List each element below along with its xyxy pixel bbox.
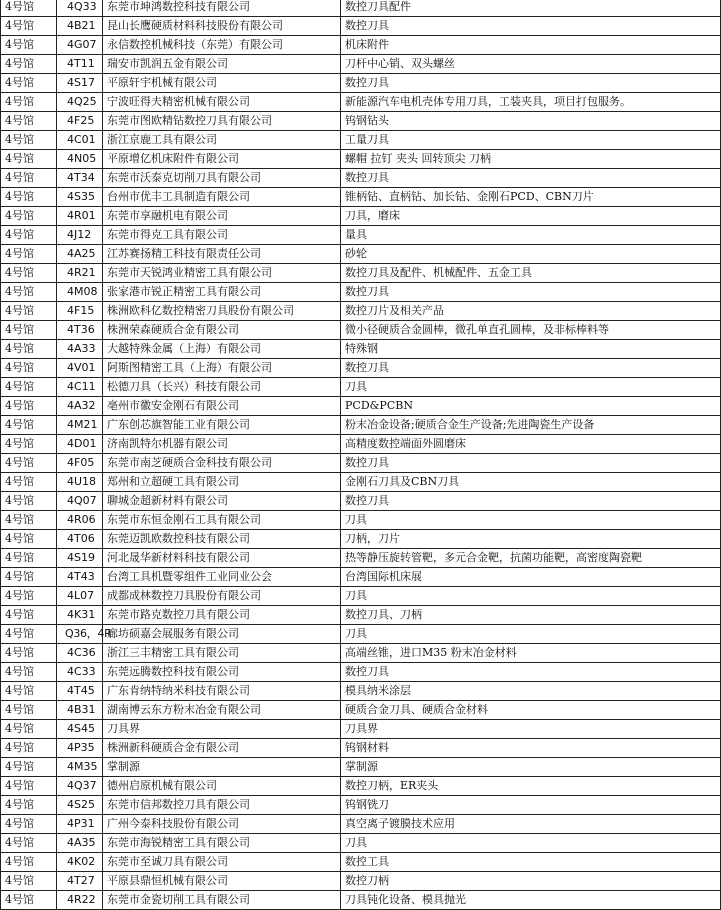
table-row bbox=[1, 796, 721, 815]
table-row bbox=[1, 55, 721, 74]
table-row bbox=[1, 416, 721, 435]
booth-cell: 4V01 bbox=[57, 359, 103, 378]
table-row bbox=[1, 872, 721, 891]
booth-cell: 4A35 bbox=[57, 834, 103, 853]
products-cell: 锥柄钻、直柄钻、加长钻、金刚石PCD、CBN刀片 bbox=[341, 188, 721, 207]
company-cell: 宁波旺得夫精密机械有限公司 bbox=[103, 93, 341, 112]
table-row bbox=[1, 834, 721, 853]
products-cell: 刀具 bbox=[341, 587, 721, 606]
products-cell: 数控刀具 bbox=[341, 283, 721, 302]
booth-cell: 4K31 bbox=[57, 606, 103, 625]
table-row bbox=[1, 853, 721, 872]
table-row bbox=[1, 188, 721, 207]
products-cell: 数控刀柄 bbox=[341, 872, 721, 891]
booth-cell: 4S45 bbox=[57, 720, 103, 739]
booth-cell: 4R06 bbox=[57, 511, 103, 530]
products-cell: 数控刀具 bbox=[341, 74, 721, 93]
booth-cell: 4B21 bbox=[57, 17, 103, 36]
company-cell: 松德刀具（长兴）科技有限公司 bbox=[103, 378, 341, 397]
table-row bbox=[1, 549, 721, 568]
hall-cell: 4号馆 bbox=[1, 0, 57, 17]
booth-cell: 4T34 bbox=[57, 169, 103, 188]
products-cell: 数控刀片及相关产品 bbox=[341, 302, 721, 321]
hall-cell: 4号馆 bbox=[1, 473, 57, 492]
company-cell: 东莞市东恒金刚石工具有限公司 bbox=[103, 511, 341, 530]
hall-cell: 4号馆 bbox=[1, 739, 57, 758]
company-cell: 河北晟华新材料科技有限公司 bbox=[103, 549, 341, 568]
products-cell: 数控刀具、刀柄 bbox=[341, 606, 721, 625]
products-cell: 钨钢钻头 bbox=[341, 112, 721, 131]
hall-cell: 4号馆 bbox=[1, 511, 57, 530]
products-cell: 新能源汽车电机壳体专用刀具，工装夹具，项目打包服务。 bbox=[341, 93, 721, 112]
company-cell: 刀具界 bbox=[103, 720, 341, 739]
booth-cell: 4R22 bbox=[57, 891, 103, 910]
booth-cell: 4K02 bbox=[57, 853, 103, 872]
booth-cell: 4A32 bbox=[57, 397, 103, 416]
table-row bbox=[1, 245, 721, 264]
hall-cell: 4号馆 bbox=[1, 169, 57, 188]
company-cell: 株洲新科硬质合金有限公司 bbox=[103, 739, 341, 758]
booth-cell: 4C11 bbox=[57, 378, 103, 397]
hall-cell: 4号馆 bbox=[1, 663, 57, 682]
table-row bbox=[1, 397, 721, 416]
hall-cell: 4号馆 bbox=[1, 74, 57, 93]
booth-cell: 4C36 bbox=[57, 644, 103, 663]
company-cell: 平原县鼎恒机械有限公司 bbox=[103, 872, 341, 891]
company-cell: 大越特殊金属（上海）有限公司 bbox=[103, 340, 341, 359]
booth-cell: 4M35 bbox=[57, 758, 103, 777]
products-cell: 硬质合金刀具、硬质合金材料 bbox=[341, 701, 721, 720]
company-cell: 郑州和立超硬工具有限公司 bbox=[103, 473, 341, 492]
company-cell: 广东肯纳特纳米科技有限公司 bbox=[103, 682, 341, 701]
company-cell: 东莞市沃泰克切削刀具有限公司 bbox=[103, 169, 341, 188]
company-cell: 德州启原机械有限公司 bbox=[103, 777, 341, 796]
table-row bbox=[1, 321, 721, 340]
company-cell: 亳州市徽安金刚石有限公司 bbox=[103, 397, 341, 416]
table-row bbox=[1, 93, 721, 112]
products-cell: 钨钢材料 bbox=[341, 739, 721, 758]
hall-cell: 4号馆 bbox=[1, 188, 57, 207]
hall-cell: 4号馆 bbox=[1, 853, 57, 872]
table-row bbox=[1, 454, 721, 473]
booth-cell: 4N05 bbox=[57, 150, 103, 169]
company-cell: 湖南博云东方粉末冶金有限公司 bbox=[103, 701, 341, 720]
products-cell: 数控刀具及配件、机械配件、五金工具 bbox=[341, 264, 721, 283]
hall-cell: 4号馆 bbox=[1, 834, 57, 853]
hall-cell: 4号馆 bbox=[1, 587, 57, 606]
booth-cell: 4M21 bbox=[57, 416, 103, 435]
company-cell: 东莞市路克数控刀具有限公司 bbox=[103, 606, 341, 625]
booth-cell: 4T36 bbox=[57, 321, 103, 340]
booth-cell: 4T43 bbox=[57, 568, 103, 587]
hall-cell: 4号馆 bbox=[1, 796, 57, 815]
products-cell: 高端丝锥，进口M35 粉末冶金材料 bbox=[341, 644, 721, 663]
company-cell: 济南凯特尔机器有限公司 bbox=[103, 435, 341, 454]
booth-cell: 4P35 bbox=[57, 739, 103, 758]
products-cell: 刀具 bbox=[341, 378, 721, 397]
hall-cell: 4号馆 bbox=[1, 720, 57, 739]
products-cell: 特殊钢 bbox=[341, 340, 721, 359]
booth-cell: 4T27 bbox=[57, 872, 103, 891]
table-row bbox=[1, 112, 721, 131]
table-row bbox=[1, 435, 721, 454]
company-cell: 廊坊硕嘉会展服务有限公司 bbox=[103, 625, 341, 644]
booth-cell: 4G07 bbox=[57, 36, 103, 55]
hall-cell: 4号馆 bbox=[1, 435, 57, 454]
company-cell: 掌制源 bbox=[103, 758, 341, 777]
hall-cell: 4号馆 bbox=[1, 302, 57, 321]
company-cell: 台州市优丰工具制造有限公司 bbox=[103, 188, 341, 207]
company-cell: 成都成林数控刀具股份有限公司 bbox=[103, 587, 341, 606]
products-cell: 数控刀具 bbox=[341, 359, 721, 378]
hall-cell: 4号馆 bbox=[1, 17, 57, 36]
booth-cell: 4T06 bbox=[57, 530, 103, 549]
company-cell: 浙江三丰精密工具有限公司 bbox=[103, 644, 341, 663]
hall-cell: 4号馆 bbox=[1, 891, 57, 910]
hall-cell: 4号馆 bbox=[1, 815, 57, 834]
booth-cell: 4B31 bbox=[57, 701, 103, 720]
hall-cell: 4号馆 bbox=[1, 530, 57, 549]
table-row bbox=[1, 644, 721, 663]
booth-cell: 4C01 bbox=[57, 131, 103, 150]
company-cell: 平原轩宇机械有限公司 bbox=[103, 74, 341, 93]
hall-cell: 4号馆 bbox=[1, 397, 57, 416]
table-row bbox=[1, 511, 721, 530]
table-row bbox=[1, 473, 721, 492]
company-cell: 东莞市至诚刀具有限公司 bbox=[103, 853, 341, 872]
table-row bbox=[1, 131, 721, 150]
table-row bbox=[1, 302, 721, 321]
products-cell: 数控刀具 bbox=[341, 492, 721, 511]
booth-cell: 4J12 bbox=[57, 226, 103, 245]
company-cell: 东莞市天锐鸿业精密工具有限公司 bbox=[103, 264, 341, 283]
table-row bbox=[1, 226, 721, 245]
hall-cell: 4号馆 bbox=[1, 340, 57, 359]
table-row bbox=[1, 606, 721, 625]
products-cell: 刀杆中心销、双头螺丝 bbox=[341, 55, 721, 74]
products-cell: 工量刀具 bbox=[341, 131, 721, 150]
booth-cell: 4S17 bbox=[57, 74, 103, 93]
table-row bbox=[1, 530, 721, 549]
products-cell: 刀具钝化设备、模具抛光 bbox=[341, 891, 721, 910]
company-cell: 平原增亿机床附件有限公司 bbox=[103, 150, 341, 169]
booth-cell: 4F15 bbox=[57, 302, 103, 321]
table-row bbox=[1, 625, 721, 644]
booth-cell: 4Q07 bbox=[57, 492, 103, 511]
hall-cell: 4号馆 bbox=[1, 226, 57, 245]
company-cell: 瑞安市凯润五金有限公司 bbox=[103, 55, 341, 74]
company-cell: 台湾工具机暨零组件工业同业公会 bbox=[103, 568, 341, 587]
table-row bbox=[1, 74, 721, 93]
booth-cell: 4L07 bbox=[57, 587, 103, 606]
table-row bbox=[1, 758, 721, 777]
products-cell: 刀具界 bbox=[341, 720, 721, 739]
products-cell: 刀具，磨床 bbox=[341, 207, 721, 226]
booth-cell: 4S25 bbox=[57, 796, 103, 815]
products-cell: 刀具 bbox=[341, 834, 721, 853]
products-cell: 粉末冶金设备;硬质合金生产设备;先进陶瓷生产设备 bbox=[341, 416, 721, 435]
table-row bbox=[1, 777, 721, 796]
table-row bbox=[1, 739, 721, 758]
booth-cell: 4A33 bbox=[57, 340, 103, 359]
products-cell: 热等静压旋转管靶，多元合金靶，抗菌功能靶，高密度陶瓷靶 bbox=[341, 549, 721, 568]
hall-cell: 4号馆 bbox=[1, 283, 57, 302]
exhibitor-table-body bbox=[1, 0, 721, 910]
table-row bbox=[1, 378, 721, 397]
hall-cell: 4号馆 bbox=[1, 606, 57, 625]
company-cell: 东莞市信邦数控刀具有限公司 bbox=[103, 796, 341, 815]
hall-cell: 4号馆 bbox=[1, 55, 57, 74]
booth-cell: 4R21 bbox=[57, 264, 103, 283]
table-row bbox=[1, 682, 721, 701]
company-cell: 东莞市得克工具有限公司 bbox=[103, 226, 341, 245]
table-row bbox=[1, 150, 721, 169]
booth-cell: 4S35 bbox=[57, 188, 103, 207]
products-cell: 刀具 bbox=[341, 625, 721, 644]
company-cell: 广东创芯旗智能工业有限公司 bbox=[103, 416, 341, 435]
company-cell: 阿斯图精密工具（上海）有限公司 bbox=[103, 359, 341, 378]
hall-cell: 4号馆 bbox=[1, 644, 57, 663]
table-row bbox=[1, 0, 721, 17]
company-cell: 聊城金超新材料有限公司 bbox=[103, 492, 341, 511]
table-row bbox=[1, 568, 721, 587]
products-cell: 螺帽 拉钉 夹头 回转顶尖 刀柄 bbox=[341, 150, 721, 169]
booth-cell: 4A25 bbox=[57, 245, 103, 264]
booth-cell: 4D01 bbox=[57, 435, 103, 454]
booth-cell: 4F25 bbox=[57, 112, 103, 131]
company-cell: 东莞市海锐精密工具有限公司 bbox=[103, 834, 341, 853]
products-cell: 高精度数控端面外圆磨床 bbox=[341, 435, 721, 454]
booth-cell: 4M08 bbox=[57, 283, 103, 302]
hall-cell: 4号馆 bbox=[1, 150, 57, 169]
hall-cell: 4号馆 bbox=[1, 207, 57, 226]
company-cell: 东莞远腾数控科技有限公司 bbox=[103, 663, 341, 682]
hall-cell: 4号馆 bbox=[1, 568, 57, 587]
booth-cell: 4Q33 bbox=[57, 0, 103, 17]
table-row bbox=[1, 359, 721, 378]
company-cell: 东莞市南芝硬质合金科技有限公司 bbox=[103, 454, 341, 473]
products-cell: 数控刀柄，ER夹头 bbox=[341, 777, 721, 796]
hall-cell: 4号馆 bbox=[1, 549, 57, 568]
company-cell: 东莞迈凯欧数控科技有限公司 bbox=[103, 530, 341, 549]
booth-cell: 4P31 bbox=[57, 815, 103, 834]
products-cell: 刀柄，刀片 bbox=[341, 530, 721, 549]
products-cell: 刀具 bbox=[341, 511, 721, 530]
table-row bbox=[1, 264, 721, 283]
company-cell: 张家港市锐正精密工具有限公司 bbox=[103, 283, 341, 302]
booth-cell: 4Q37 bbox=[57, 777, 103, 796]
table-row bbox=[1, 891, 721, 910]
hall-cell: 4号馆 bbox=[1, 93, 57, 112]
table-row bbox=[1, 815, 721, 834]
company-cell: 东莞市金瓷切削工具有限公司 bbox=[103, 891, 341, 910]
products-cell: 数控刀具 bbox=[341, 454, 721, 473]
table-row bbox=[1, 207, 721, 226]
booth-cell: 4C33 bbox=[57, 663, 103, 682]
table-row bbox=[1, 492, 721, 511]
company-cell: 株洲欧科亿数控精密刀具股份有限公司 bbox=[103, 302, 341, 321]
products-cell: 数控工具 bbox=[341, 853, 721, 872]
products-cell: 量具 bbox=[341, 226, 721, 245]
table-row bbox=[1, 283, 721, 302]
hall-cell: 4号馆 bbox=[1, 321, 57, 340]
hall-cell: 4号馆 bbox=[1, 454, 57, 473]
company-cell: 株洲荣森硬质合金有限公司 bbox=[103, 321, 341, 340]
products-cell: 金刚石刀具及CBN刀具 bbox=[341, 473, 721, 492]
products-cell: 数控刀具配件 bbox=[341, 0, 721, 17]
products-cell: 数控刀具 bbox=[341, 663, 721, 682]
company-cell: 永信数控机械科技（东莞）有限公司 bbox=[103, 36, 341, 55]
hall-cell: 4号馆 bbox=[1, 625, 57, 644]
booth-cell: 4T45 bbox=[57, 682, 103, 701]
hall-cell: 4号馆 bbox=[1, 758, 57, 777]
booth-cell: 4U18 bbox=[57, 473, 103, 492]
hall-cell: 4号馆 bbox=[1, 682, 57, 701]
table-row bbox=[1, 36, 721, 55]
products-cell: 掌制源 bbox=[341, 758, 721, 777]
products-cell: 数控刀具 bbox=[341, 17, 721, 36]
company-cell: 江苏赛扬精工科技有限责任公司 bbox=[103, 245, 341, 264]
table-row bbox=[1, 17, 721, 36]
products-cell: 机床附件 bbox=[341, 36, 721, 55]
products-cell: 真空离子镀膜技术应用 bbox=[341, 815, 721, 834]
hall-cell: 4号馆 bbox=[1, 245, 57, 264]
hall-cell: 4号馆 bbox=[1, 872, 57, 891]
table-row bbox=[1, 701, 721, 720]
products-cell: 数控刀具 bbox=[341, 169, 721, 188]
booth-cell: 4S19 bbox=[57, 549, 103, 568]
hall-cell: 4号馆 bbox=[1, 359, 57, 378]
company-cell: 东莞市图欧精钻数控刀具有限公司 bbox=[103, 112, 341, 131]
company-cell: 昆山长鹰硬质材料科技股份有限公司 bbox=[103, 17, 341, 36]
table-row bbox=[1, 340, 721, 359]
products-cell: 砂轮 bbox=[341, 245, 721, 264]
hall-cell: 4号馆 bbox=[1, 701, 57, 720]
products-cell: 微小径硬质合金圆棒，微孔单直孔圆棒，及非标棒料等 bbox=[341, 321, 721, 340]
table-row bbox=[1, 720, 721, 739]
booth-cell: 4T11 bbox=[57, 55, 103, 74]
company-cell: 广州今泰科技股份有限公司 bbox=[103, 815, 341, 834]
hall-cell: 4号馆 bbox=[1, 492, 57, 511]
hall-cell: 4号馆 bbox=[1, 264, 57, 283]
company-cell: 东莞市享融机电有限公司 bbox=[103, 207, 341, 226]
products-cell: 模具纳米涂层 bbox=[341, 682, 721, 701]
booth-cell: 4R01 bbox=[57, 207, 103, 226]
company-cell: 东莞市坤鸿数控科技有限公司 bbox=[103, 0, 341, 17]
table-row bbox=[1, 169, 721, 188]
company-cell: 浙江京鹿工具有限公司 bbox=[103, 131, 341, 150]
hall-cell: 4号馆 bbox=[1, 416, 57, 435]
booth-cell: 4Q25 bbox=[57, 93, 103, 112]
hall-cell: 4号馆 bbox=[1, 112, 57, 131]
products-cell: 钨钢铣刀 bbox=[341, 796, 721, 815]
hall-cell: 4号馆 bbox=[1, 378, 57, 397]
hall-cell: 4号馆 bbox=[1, 777, 57, 796]
booth-cell: 4F05 bbox=[57, 454, 103, 473]
table-row bbox=[1, 587, 721, 606]
products-cell: PCD&PCBN bbox=[341, 397, 721, 416]
products-cell: 台湾国际机床展 bbox=[341, 568, 721, 587]
hall-cell: 4号馆 bbox=[1, 131, 57, 150]
table-row bbox=[1, 663, 721, 682]
hall-cell: 4号馆 bbox=[1, 36, 57, 55]
booth-cell: Q36，4R bbox=[57, 625, 103, 644]
